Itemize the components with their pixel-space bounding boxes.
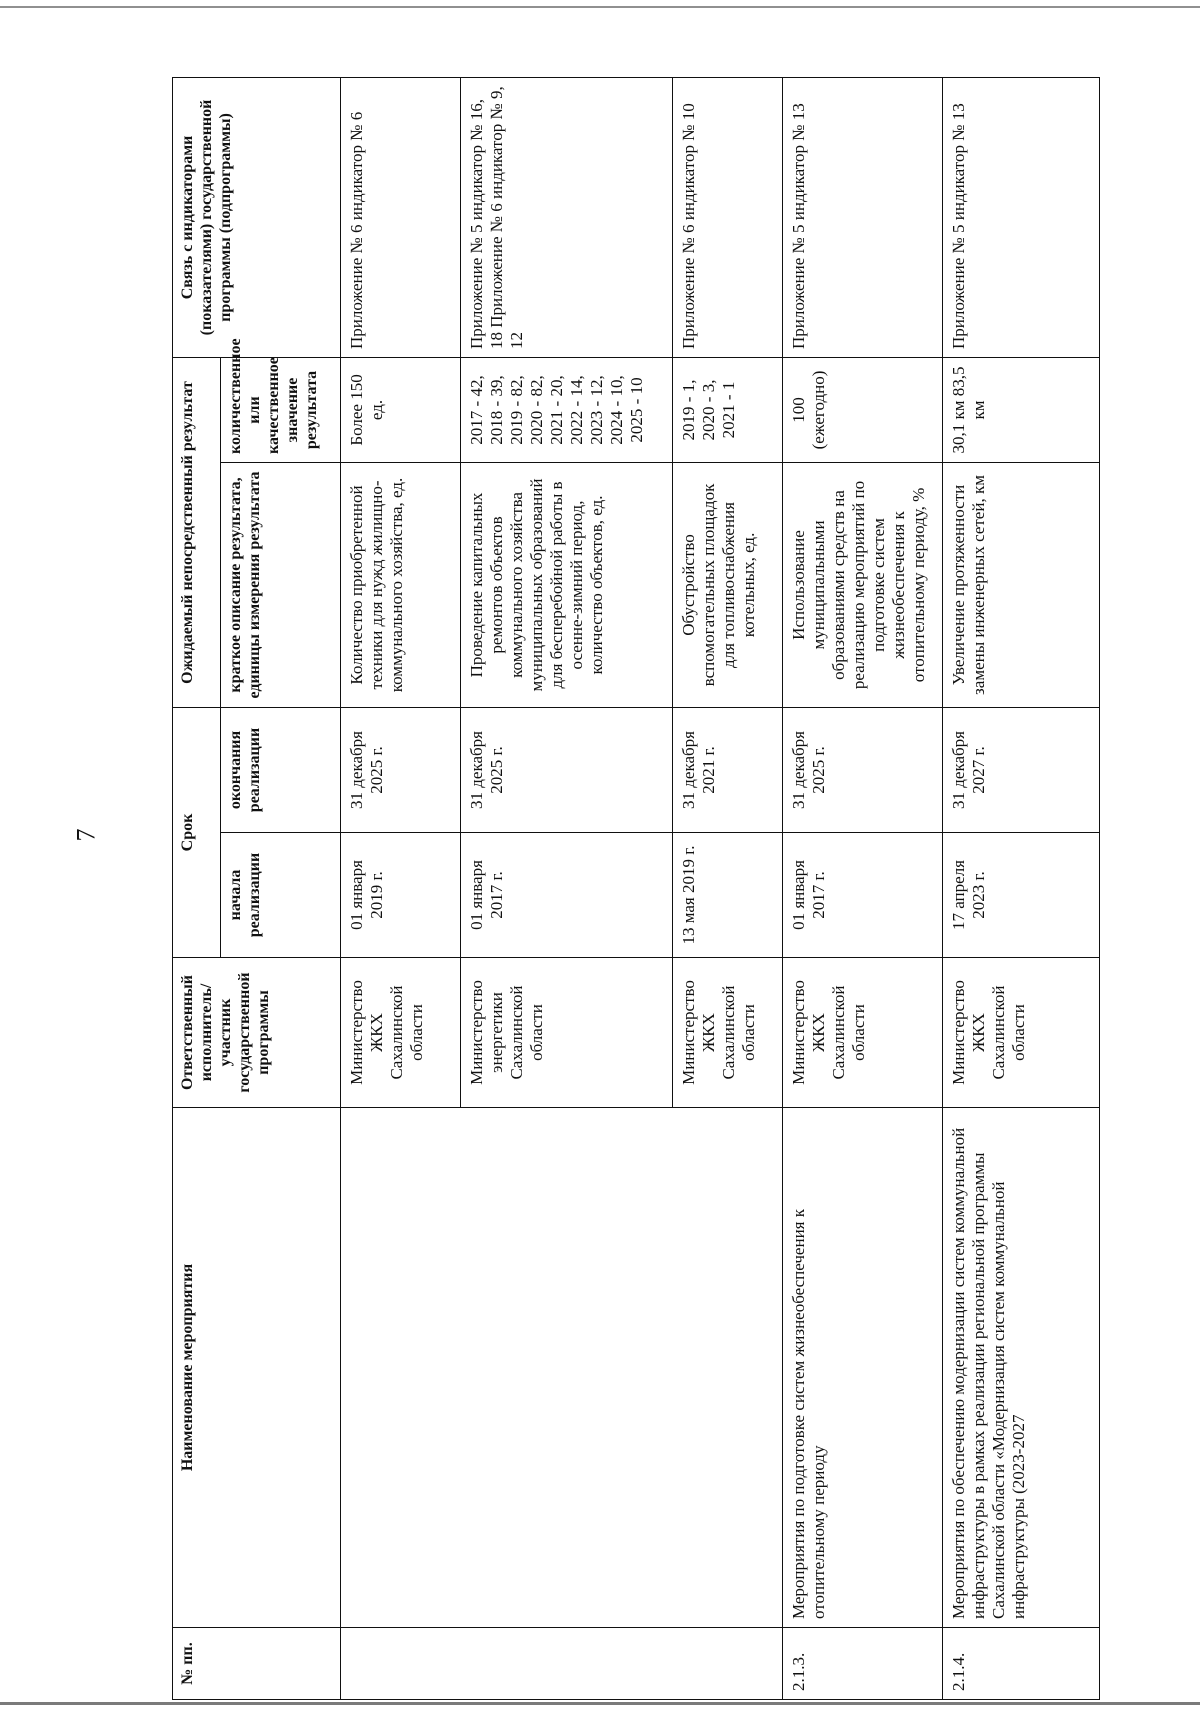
header-term-start: начала реализации — [221, 833, 341, 958]
row-value: 2017 - 42, 2018 - 39, 2019 - 82, 2020 - 82, 2021 - 20, 2022 - 14, 2023 - 12, 2024 - 10, 2025 - 10 — [461, 357, 673, 462]
row-end: 31 декабря 2025 г. — [783, 707, 943, 832]
row-end: 31 декабря 2021 г. — [673, 707, 783, 832]
measures-table — [172, 77, 1100, 1700]
row-value: Более 150 ед. — [341, 357, 461, 462]
table-row — [461, 77, 673, 1699]
row-desc: Увеличение протяженности замены инженерных сетей, км — [943, 462, 1100, 707]
row-value: 100 (ежегодно) — [783, 357, 943, 462]
row-start: 13 мая 2019 г. — [673, 833, 783, 958]
row-num — [673, 1628, 783, 1700]
row-num — [341, 1628, 461, 1700]
header-name: Наименование мероприятия — [173, 1108, 341, 1628]
table-row — [783, 77, 943, 1699]
scan-edge-top — [0, 6, 1200, 8]
header-result-value: количественное или качественное значение результата — [221, 357, 341, 462]
row-end: 31 декабря 2025 г. — [461, 707, 673, 832]
row-end: 31 декабря 2027 г. — [943, 707, 1100, 832]
row-desc: Обустройство вспомогательных площадок для топливоснабжения котельных, ед. — [673, 462, 783, 707]
scan-edge-bottom — [0, 1702, 1200, 1705]
row-responsible: Министерство ЖКХ Сахалинской области — [943, 958, 1100, 1108]
row-end: 31 декабря 2025 г. — [341, 707, 461, 832]
row-num: 2.1.3. — [783, 1628, 943, 1700]
row-value: 2019 - 1, 2020 - 3, 2021 - 1 — [673, 357, 783, 462]
header-result: Ожидаемый непосредственный результат — [173, 357, 221, 707]
row-responsible: Министерство ЖКХ Сахалинской области — [341, 958, 461, 1108]
row-link: Приложение № 5 индикатор № 16, 18 Приложение № 6 индикатор № 9, 12 — [461, 77, 673, 357]
header-term: Срок — [173, 707, 221, 957]
row-name: Мероприятия по подготовке систем жизнеобеспечения к отопительному периоду — [783, 1108, 943, 1628]
row-responsible: Министерство ЖКХ Сахалинской области — [673, 958, 783, 1108]
row-responsible: Министерство ЖКХ Сахалинской области — [783, 958, 943, 1108]
row-link: Приложение № 6 индикатор № 10 — [673, 77, 783, 357]
row-link: Приложение № 6 индикатор № 6 — [341, 77, 461, 357]
row-link: Приложение № 5 индикатор № 13 — [943, 77, 1100, 357]
row-num — [461, 1628, 673, 1700]
header-result-desc: краткое описание результата, единицы измерения результата — [221, 462, 341, 707]
row-start: 01 января 2017 г. — [783, 833, 943, 958]
page-number: 7 — [71, 828, 101, 842]
row-desc: Количество приобретенной техники для нужд жилищно-коммунального хозяйства, ед. — [341, 462, 461, 707]
table-row — [341, 77, 461, 1699]
header-term-end: окончания реализации — [221, 707, 341, 832]
row-link: Приложение № 5 индикатор № 13 — [783, 77, 943, 357]
row-start: 01 января 2017 г. — [461, 833, 673, 958]
header-num: № пп. — [173, 1628, 341, 1700]
rotated-table-wrapper — [172, 78, 1100, 1700]
row-name: Мероприятия по обеспечению модернизации систем коммунальной инфраструктуры в рамках реализации региональной программы Сахалинской области «Модернизация систем коммунальной инфраструктуры (2023-2027 — [943, 1108, 1100, 1628]
row-value: 30,1 км 83,5 км — [943, 357, 1100, 462]
row-start: 17 апреля 2023 г. — [943, 833, 1100, 958]
header-link: Связь с индикаторами (показателями) государственной программы (подпрограммы) — [173, 77, 341, 357]
row-name — [461, 1108, 673, 1628]
row-name — [673, 1108, 783, 1628]
table-row — [943, 77, 1100, 1699]
row-desc: Проведение капитальных ремонтов объектов коммунального хозяйства муниципальных образований для бесперебойной работы в осенне-зимний период, количество объектов, ед. — [461, 462, 673, 707]
row-name — [341, 1108, 461, 1628]
header-responsible: Ответственный исполнитель/ участник государственной программы — [173, 958, 341, 1108]
row-responsible: Министерство энергетики Сахалинской области — [461, 958, 673, 1108]
table-row — [673, 77, 783, 1699]
row-start: 01 января 2019 г. — [341, 833, 461, 958]
row-desc: Использование муниципальными образованиями средств на реализацию мероприятий по подготовке систем жизнеобеспечения к отопительному периоду, % — [783, 462, 943, 707]
row-num: 2.1.4. — [943, 1628, 1100, 1700]
